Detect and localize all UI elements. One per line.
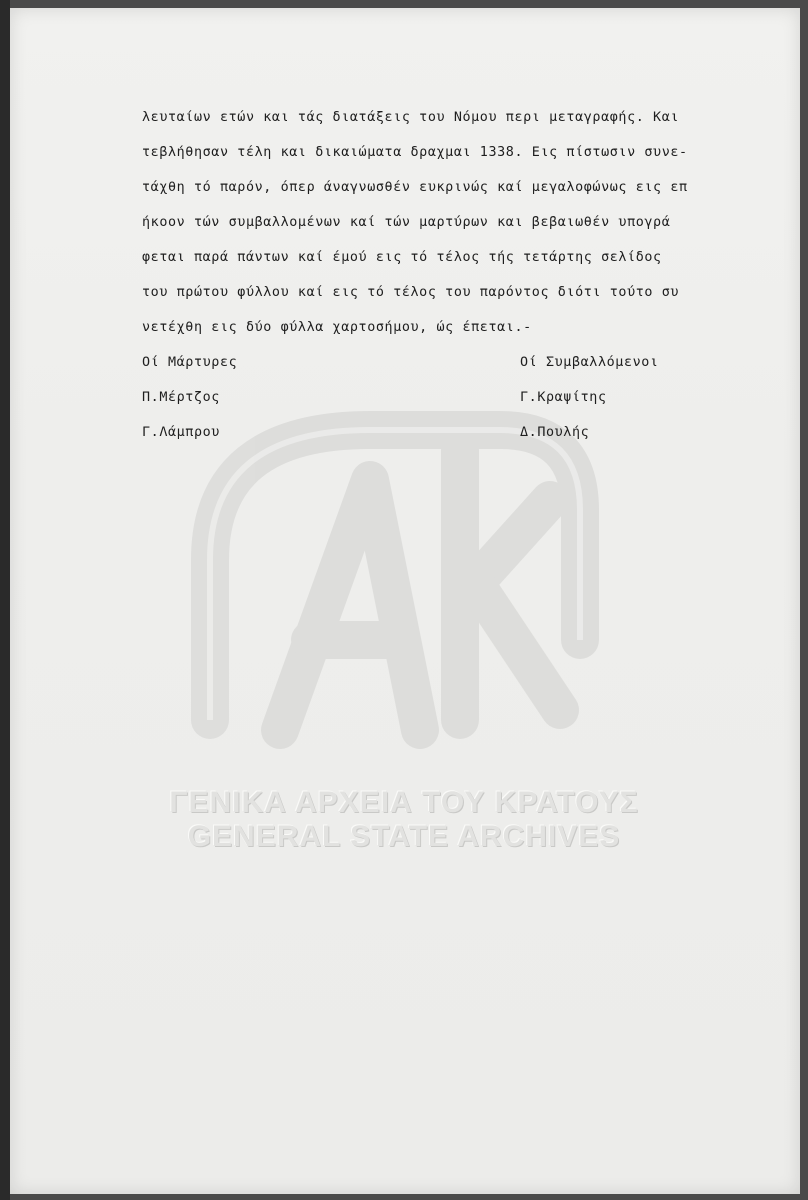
text-line-2: τεβλήθησαν τέλη και δικαιώματα δραχμαι 1338. Εις πίστωσιν συνε- — [142, 145, 688, 160]
party-name-2: Δ.Πουλής — [520, 425, 590, 440]
parties-heading: Οί Συμβαλλόμενοι — [520, 355, 659, 370]
witness-name-1: Π.Μέρτζος — [142, 390, 220, 405]
signature-row-2 — [142, 415, 782, 450]
witnesses-heading: Οί Μάρτυρες — [142, 355, 238, 370]
text-line-4: ήκοον τών συμβαλλομένων καί τών μαρτύρων και βεβαιωθέν υπογρά — [142, 215, 671, 230]
text-line-7: νετέχθη εις δύο φύλλα χαρτοσήμου, ώς έπεται.- — [142, 320, 532, 335]
archive-watermark-greek: ΓΕΝΙΚΑ ΑΡΧΕΙΑ ΤΟΥ ΚΡΑΤΟΥΣ — [169, 786, 639, 819]
text-line-6: του πρώτου φύλλου καί εις τό τέλος του παρόντος διότι τούτο συ — [142, 285, 680, 300]
archive-watermark-english: GENERAL STATE ARCHIVES — [187, 820, 621, 853]
signature-headings-row — [142, 345, 782, 380]
signature-row-1 — [142, 380, 782, 415]
witness-name-2: Γ.Λάμπρου — [142, 425, 220, 440]
document-body — [142, 100, 782, 450]
text-line-5: φεται παρά πάντων καί έμού εις τό τέλος τής τετάρτης σελίδος — [142, 250, 662, 265]
scan-border — [0, 0, 10, 1200]
text-line-3: τάχθη τό παρόν, όπερ άναγνωσθέν ευκρινώς καί μεγαλοφώνως εις επ — [142, 180, 688, 195]
text-line-1: λευταίων ετών και τάς διατάξεις του Νόμου περι μεταγραφής. Και — [142, 110, 680, 125]
party-name-1: Γ.Κραψίτης — [520, 390, 607, 405]
